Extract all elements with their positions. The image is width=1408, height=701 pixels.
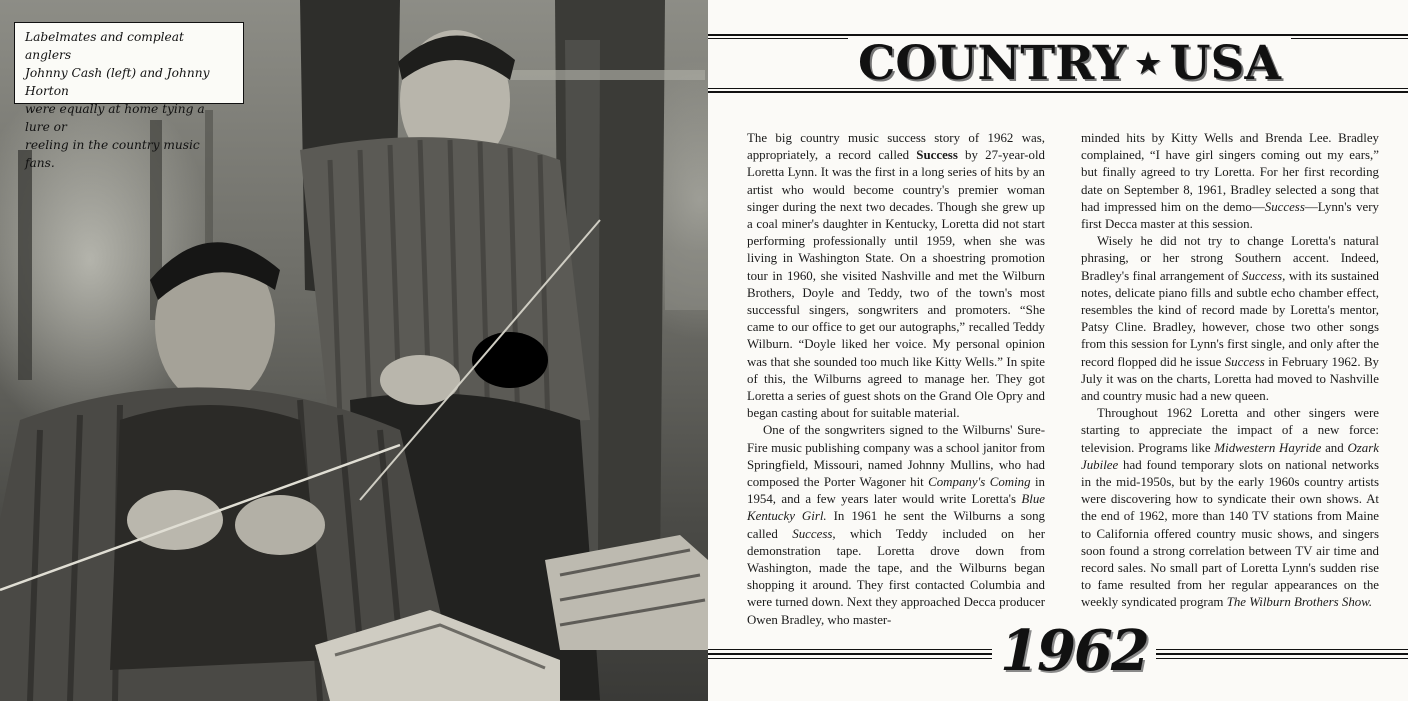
article-paragraph xyxy=(1081,233,1379,405)
text-run: by 27-year-old Loretta Lynn. It was the first in a long series of hits by an artist who would become country's premier woman singer during the next two decades. Though she grew up a coal miner's daughter in Kentucky, Loretta did not start performing professionally until 1959, when she was living in Washington State. On a shoestring promotion tour in 1960, she visited Nashville and met the Wilburn Brothers, Doyle and Teddy, two of the town's most successful singers, songwriters and promoters. “She came to our office to get our autographs,” recalled Teddy Wilburn. “Doyle liked her voice. My personal opinion was that she sounded too much like Kitty Wells.” In spite of this, the Wilburns agreed to manage her. They got Loretta a series of guest shots on the Grand Ole Opry and began casting about for suitable material. xyxy=(747,148,1045,421)
text-run: minded hits by Kitty Wells and Brenda Lee. Bradley complained, “I have girl singers coming out my ears,” but finally agreed to try Loretta. For her first recording date on September 8, 1961, Bradley selected a song that had impressed him on the demo— xyxy=(1081,131,1379,214)
text-run: in February 1962. By July it was on the charts, Loretta had moved to Nashville and country music had a new queen. xyxy=(1081,354,1379,404)
article-paragraph xyxy=(747,130,1045,422)
text-run: in 1954, and a few years later would write Loretta's xyxy=(747,475,1045,507)
caption-line-1: Labelmates and compleat anglers xyxy=(25,30,184,62)
song-title: Blue Kentucky Girl. xyxy=(747,492,1045,524)
song-title-bold: Success xyxy=(916,148,958,163)
article-paragraph xyxy=(747,422,1045,628)
photo-caption xyxy=(14,22,244,170)
song-title: Company's Coming xyxy=(928,475,1031,490)
text-run: Wisely he did not try to change Loretta's natural phrasing, or her strong Southern accent. Indeed, Bradley's final arrangement of xyxy=(1081,234,1379,283)
masthead-word-country: COUNTRY xyxy=(858,35,1127,91)
text-run: and xyxy=(1321,440,1348,455)
article-paragraph xyxy=(1081,405,1379,611)
caption-line-2: Johnny Cash (left) and Johnny Horton xyxy=(25,66,210,98)
masthead-rule xyxy=(708,91,1408,93)
text-run: The big country music success story of 1962 was, appropriately, a record called xyxy=(747,131,1045,163)
song-title: Success xyxy=(1264,199,1305,214)
caption-line-3: were equally at home tying a lure or xyxy=(25,102,205,134)
article-column-left xyxy=(747,130,1045,629)
show-title: Ozark Jubilee xyxy=(1081,440,1379,472)
masthead-title xyxy=(848,35,1291,91)
year-heading: 1962 xyxy=(992,616,1156,686)
masthead-word-usa: USA xyxy=(1169,35,1281,91)
song-title: Success, xyxy=(1242,268,1286,283)
caption-line-4: reeling in the country music fans. xyxy=(25,138,200,170)
text-run: had found temporary slots on national networks in the mid-1950s, but by the early 1960s country artists were discovering how to syndicate their own shows. At the end of 1962, more than 140 TV stations from Maine to California offered country music shows, and singers soon found a strong correlation between TV air time and record sales. No small part of Loretta Lynn's sudden rise to fame resulted from her regular appearances on the weekly syndicated program xyxy=(1081,457,1379,610)
text-run: In 1961 he sent the Wilburns a song called xyxy=(747,509,1046,541)
text-run: Throughout 1962 Loretta and other singers were starting to appreciate the impact of a new force: television. Programs like xyxy=(1081,406,1379,455)
article-column-right xyxy=(1081,130,1379,612)
article-paragraph xyxy=(1081,130,1379,233)
show-title: Midwestern Hayride xyxy=(1214,440,1322,455)
star-icon: ★ xyxy=(1135,46,1161,80)
song-title: Success, xyxy=(792,526,836,541)
text-run: which Teddy included on her demonstration tape. Loretta drove down from Washington, made the tape, and the Wilburns began shopping it around. They first contacted Columbia and were turned down. Next they approached Decca producer Owen Bradley, who master- xyxy=(747,526,1046,627)
show-title: The Wilburn Brothers Show. xyxy=(1226,595,1373,610)
song-title: Success xyxy=(1224,354,1265,369)
text-run: One of the songwriters signed to the Wilburns' Sure-Fire music publishing company was a school janitor from Springfield, Missouri, named Johnny Mullins, who had composed the Porter Wagoner hit xyxy=(747,423,1045,490)
text-run: with its sustained notes, delicate piano fills and subtle echo chamber effect, resembles the kind of record made by Loretta's mentor, Patsy Cline. Bradley, however, chose two other songs from this session for Lynn's first single, and only after the record flopped did he issue xyxy=(1081,268,1379,369)
text-page xyxy=(708,0,1408,701)
text-run: —Lynn's very first Decca master at this session. xyxy=(1081,199,1380,232)
